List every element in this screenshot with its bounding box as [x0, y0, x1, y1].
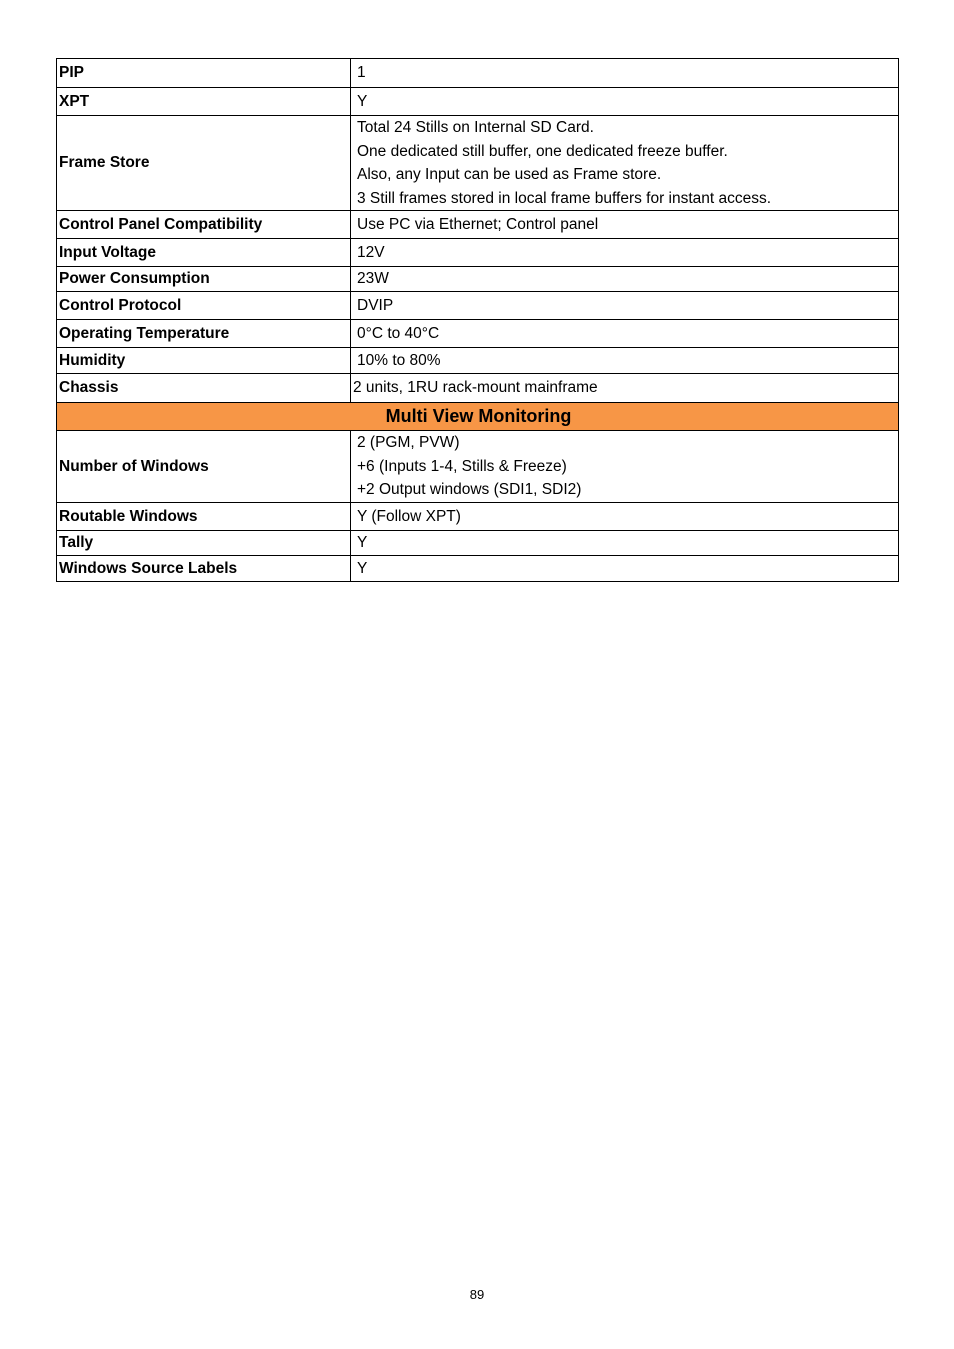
row-label-tally: Tally: [57, 531, 351, 556]
row-label-power-consumption: Power Consumption: [57, 267, 351, 292]
row-label-control-protocol: Control Protocol: [57, 292, 351, 320]
row-label-windows-source-labels: Windows Source Labels: [57, 556, 351, 582]
row-value-control-protocol: DVIP: [351, 292, 899, 320]
row-value-frame-store: [351, 116, 899, 211]
row-value-chassis: 2 units, 1RU rack-mount mainframe: [351, 374, 899, 403]
row-value-windows-source-labels: Y: [351, 556, 899, 582]
row-value-tally: Y: [351, 531, 899, 556]
row-value-number-of-windows: [351, 431, 899, 503]
row-value-operating-temperature: 0°C to 40°C: [351, 320, 899, 348]
table-row: [57, 374, 899, 403]
windows-line: 2 (PGM, PVW): [357, 434, 460, 452]
frame-store-line: Total 24 Stills on Internal SD Card.: [357, 119, 594, 136]
row-value-pip: 1: [351, 59, 899, 88]
row-value-power-consumption: 23W: [351, 267, 899, 292]
row-label-pip: PIP: [57, 59, 351, 88]
section-title-multi-view: Multi View Monitoring: [57, 403, 899, 431]
specifications-table: [56, 58, 899, 582]
frame-store-line: One dedicated still buffer, one dedicated freeze buffer.: [357, 142, 728, 160]
table-row: [57, 531, 899, 556]
row-label-frame-store: Frame Store: [57, 116, 351, 211]
frame-store-line: Also, any Input can be used as Frame store.: [357, 166, 662, 183]
row-label-routable-windows: Routable Windows: [57, 503, 351, 531]
windows-line: +2 Output windows (SDI1, SDI2): [357, 481, 582, 499]
row-label-xpt: XPT: [57, 88, 351, 116]
table-row: [57, 431, 899, 503]
table-row: [57, 211, 899, 239]
table-row: [57, 267, 899, 292]
table-row: [57, 320, 899, 348]
table-row: [57, 116, 899, 211]
row-value-routable-windows: Y (Follow XPT): [351, 503, 899, 531]
row-value-humidity: 10% to 80%: [351, 348, 899, 374]
table-row: [57, 88, 899, 116]
table-row: [57, 348, 899, 374]
table-row: [57, 503, 899, 531]
table-row: [57, 239, 899, 267]
row-value-input-voltage: 12V: [351, 239, 899, 267]
section-header-row: [57, 403, 899, 431]
frame-store-line: 3 Still frames stored in local frame buffers for instant access.: [357, 189, 772, 207]
row-value-control-panel: Use PC via Ethernet; Control panel: [351, 211, 899, 239]
page-number: 89: [469, 1287, 485, 1302]
row-value-xpt: Y: [351, 88, 899, 116]
row-label-humidity: Humidity: [57, 348, 351, 374]
windows-line: +6 (Inputs 1-4, Stills & Freeze): [357, 457, 567, 475]
table-row: [57, 59, 899, 88]
row-label-operating-temperature: Operating Temperature: [57, 320, 351, 348]
table-row: [57, 556, 899, 582]
row-label-chassis: Chassis: [57, 374, 351, 403]
row-label-control-panel: Control Panel Compatibility: [57, 211, 351, 239]
table-row: [57, 292, 899, 320]
row-label-number-of-windows: Number of Windows: [57, 431, 351, 503]
row-label-input-voltage: Input Voltage: [57, 239, 351, 267]
